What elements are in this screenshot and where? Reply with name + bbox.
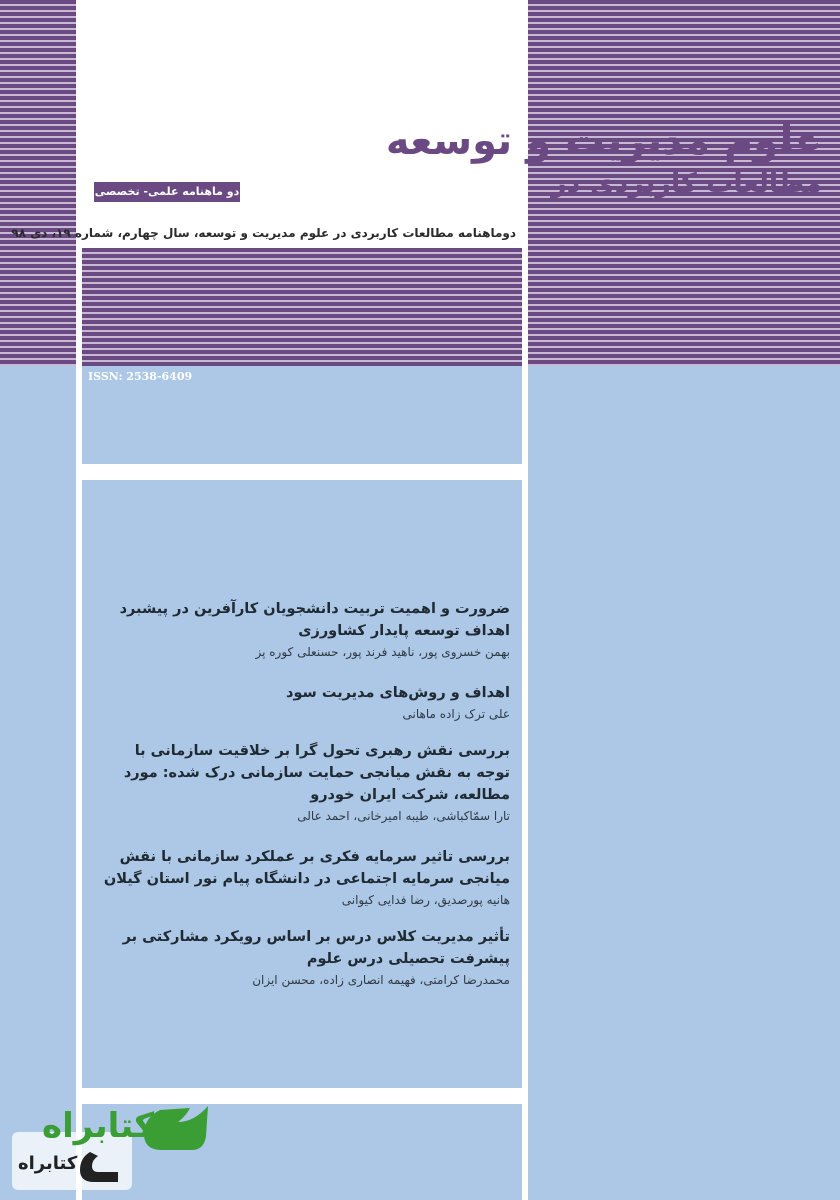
decorative-stripes-center	[82, 248, 522, 366]
article-entry	[100, 598, 510, 662]
article-authors: هانیه پورصدیق، رضا فدایی کیوانی	[341, 893, 510, 907]
logo-brand-small: کتابراه	[18, 1153, 78, 1174]
journal-title: علوم مدیریت و توسعه	[385, 118, 822, 164]
article-authors: تارا سمّاکباشی، طیبه امیرخانی، احمد عالی	[297, 809, 510, 823]
logo-brand-large: کتابراه	[42, 1106, 155, 1146]
article-title: ضرورت و اهمیت تربیت دانشجویان کارآفرین در پیشبرد اهداف توسعه پایدار کشاورزی	[119, 601, 510, 639]
article-authors: محمدرضا کرامتی، فهیمه انصاری زاده، محسن ایزان	[252, 973, 510, 987]
article-title: بررسی تاثیر سرمایه فکری بر عملکرد سازمانی با نقش میانجی سرمایه اجتماعی در دانشگاه پیام نور استان گیلان	[103, 849, 510, 887]
article-title: اهداف و روش‌های مدیریت سود	[286, 685, 510, 701]
decorative-stripes-left	[0, 0, 76, 366]
article-entry	[100, 682, 510, 724]
issn: ISSN: 2538-6409	[88, 370, 193, 383]
article-entry	[100, 846, 510, 910]
issue-line: دوماهنامه مطالعات کاربردی در علوم مدیریت و توسعه، سال چهارم، شماره ۱۹، دی ۹۸	[11, 226, 516, 240]
article-entry	[100, 926, 510, 990]
article-title: بررسی نقش رهبری تحول گرا بر خلاقیت سازمانی با توجه به نقش میانجی حمایت سازمانی درک شده: مورد مطالعه، شرکت ایران خودرو	[123, 743, 510, 803]
subject-band: دو ماهنامه علمی- تخصصی	[94, 182, 240, 202]
article-authors: علی ترک زاده ماهانی	[402, 707, 510, 721]
article-entry	[100, 740, 510, 826]
article-title: تأثیر مدیریت کلاس درس بر اساس رویکرد مشارکتی بر پیشرفت تحصیلی درس علوم	[122, 929, 510, 967]
journal-subtitle: مطالعات کاربردی در	[551, 168, 822, 199]
article-authors: بهمن خسروی پور، ناهید فرند پور، حسنعلی کوره پز	[255, 645, 510, 659]
